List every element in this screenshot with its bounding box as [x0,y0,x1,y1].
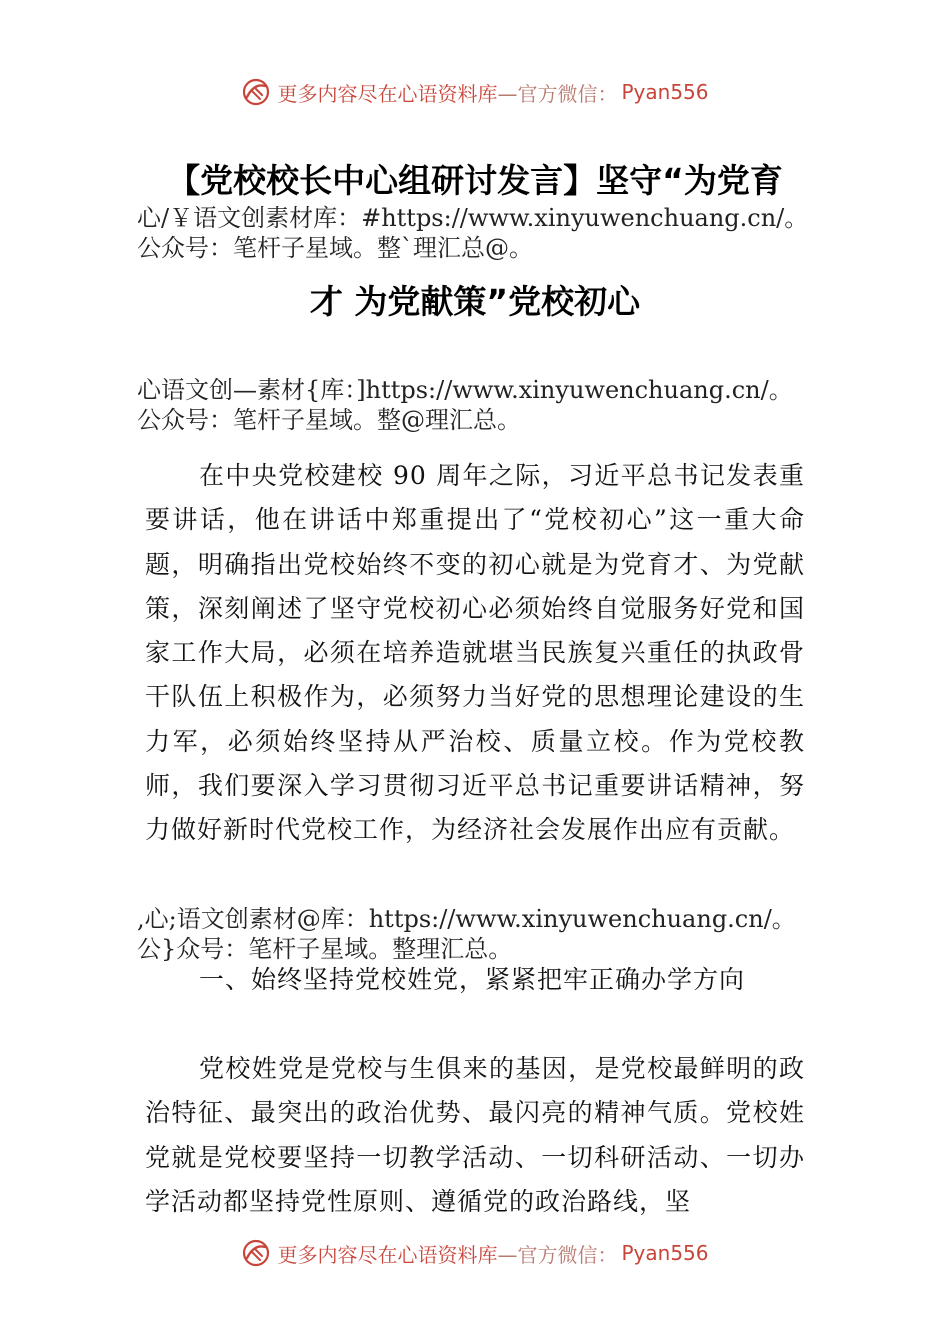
body-paragraph-1: 在中央党校建校 90 周年之际，习近平总书记发表重要讲话，他在讲话中郑重提出了“党校初心”这一重大命题，明确指出党校始终不变的初心就是为党育才、为党献策，深刻阐述了坚守党校初心必须始终自觉服务好党和国家工作大局，必须在培养造就堪当民族复兴重任的执政骨干队伍上积极作为，必须努力当好党的思想理论建设的生力军，必须始终坚持从严治校、质量立校。作为党校教师，我们要深入学习贯彻习近平总书记重要讲话精神，努力做好新时代党校工作，为经济社会发展作出应有贡献。 [145,461,805,845]
banner-account: Pyan556 [621,1241,709,1265]
watermark-3-line-2: 公}众号：笔杆子星域。整理汇总。 [137,935,513,963]
seal-logo-icon [241,1238,271,1268]
page-title-line-1: 【党校校长中心组研讨发言】坚守“为党育 [167,161,783,200]
banner-brand-text: 更多内容尽在心语资料库 [277,1242,498,1267]
banner-wechat-label: —官方微信： [497,1242,618,1267]
header-banner [0,72,950,112]
watermark-3-line-1: ,心;语文创素材@库：https://www.xinyuwenchuang.cn/。 [137,905,796,933]
banner-wechat-label: —官方微信： [497,81,618,106]
section-heading-1: 一、始终坚持党校姓党，紧紧把牢正确办学方向 [199,965,746,994]
seal-logo-icon [241,77,271,107]
watermark-2-line-2: 公众号：笔杆子星域。整@理汇总。 [137,406,521,434]
watermark-2-line-1: 心语文创—素材{库：]https://www.xinyuwenchuang.cn/。 [137,376,793,404]
body-paragraph-2: 党校姓党是党校与生俱来的基因，是党校最鲜明的政治特征、最突出的政治优势、最闪亮的精神气质。党校姓党就是党校要坚持一切教学活动、一切科研活动、一切办学活动都坚持党性原则、遵循党的政治路线，坚 [145,1054,805,1216]
banner-brand-text: 更多内容尽在心语资料库 [277,81,498,106]
watermark-1-line-2: 公众号：笔杆子星域。整`理汇总@。 [137,234,533,262]
watermark-1-line-1: 心/￥语文创素材库：#https://www.xinyuwenchuang.cn/。 [137,204,809,232]
page-title-line-2: 才 为党献策”党校初心 [309,282,641,321]
footer-banner [0,1233,950,1273]
banner-account: Pyan556 [621,80,709,104]
